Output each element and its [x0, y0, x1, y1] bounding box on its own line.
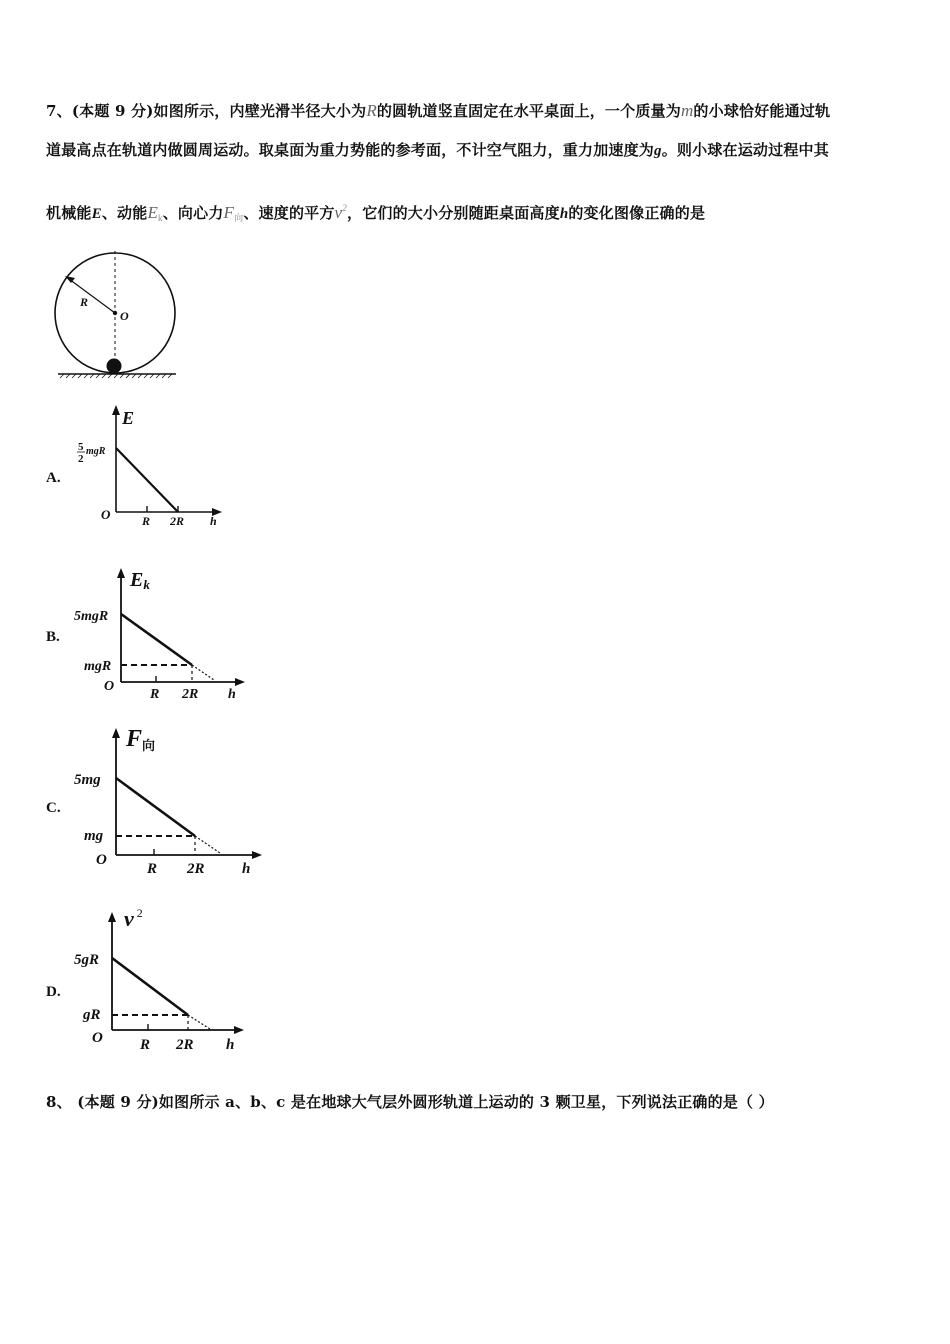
graph-c[interactable]	[70, 722, 270, 882]
symbol-h: h	[559, 206, 569, 222]
q7-text: 的圆轨道竖直固定在水平桌面上，一个质量为	[376, 102, 681, 120]
y-frac-den: 2	[78, 453, 84, 465]
q7-line-3	[46, 198, 705, 228]
y-axis-label: F向	[126, 726, 156, 753]
x-tick-2R: 2R	[182, 687, 199, 702]
y-frac-num: 5	[78, 441, 84, 453]
q7-text: 的变化图像正确的是	[568, 204, 706, 222]
x-tick-R: R	[142, 514, 151, 528]
y-axis-label: v $^2$	[124, 906, 143, 931]
q7-text: 机械能	[46, 204, 92, 222]
symbol-F-centripetal: $F_向$	[223, 203, 244, 223]
origin-label: O	[96, 852, 107, 868]
y-top-label: 5mgR	[74, 609, 109, 624]
q7-line-2	[46, 140, 829, 161]
graph-d[interactable]	[70, 900, 255, 1060]
x-tick-R: R	[140, 1037, 151, 1053]
radius-label: R	[80, 295, 89, 309]
graph-b[interactable]	[70, 560, 250, 700]
q7-text: 。则小球在运动过程中其	[661, 141, 829, 159]
q7-text: ，它们的大小分别随距桌面高度	[347, 204, 560, 222]
graph-a[interactable]	[70, 400, 230, 535]
x-tick-2R: 2R	[170, 514, 185, 528]
x-axis-label: h	[210, 514, 217, 528]
y-low-label: mgR	[84, 659, 112, 674]
symbol-Ek: $E_k$	[147, 203, 163, 223]
y-axis-label: E	[122, 408, 135, 428]
x-tick-2R: 2R	[187, 861, 205, 877]
q7-text: 、动能	[101, 204, 148, 222]
x-tick-2R: 2R	[176, 1037, 194, 1053]
q7-text: 的小球恰好能通过轨	[693, 102, 831, 120]
y-top-label: 5gR	[74, 952, 100, 968]
q7-text: 道最高点在轨道内做圆周运动。取桌面为重力势能的参考面，不计空气阻力，重力加速度为	[46, 141, 655, 159]
y-low-label: gR	[83, 1007, 101, 1023]
x-axis-label: h	[242, 861, 251, 877]
y-axis-label: Ek	[130, 569, 150, 592]
center-label: O	[120, 309, 129, 323]
q8-text: 8、 (本题 9 分)如图所示 a、b、c 是在地球大气层外圆形轨道上运动的 3 颗卫星，下列说法正确的是（ ）	[46, 1093, 774, 1111]
y-value-label: mgR	[86, 446, 106, 457]
q7-text: 、速度的平方	[243, 204, 335, 222]
q7-text: 、向心力	[162, 204, 224, 222]
option-c-letter[interactable]: C.	[46, 800, 61, 816]
origin-label: O	[101, 507, 111, 522]
circular-track-figure	[50, 245, 185, 380]
symbol-E: E	[91, 206, 102, 222]
symbol-R: R	[366, 101, 377, 120]
symbol-v2: $v^2$	[334, 203, 347, 222]
symbol-g: g	[654, 143, 662, 159]
x-tick-R: R	[147, 861, 158, 877]
q7-line-1	[46, 101, 830, 121]
y-top-label: 5mg	[74, 772, 101, 788]
x-axis-label: h	[228, 687, 236, 702]
origin-label: O	[92, 1030, 103, 1046]
y-low-label: mg	[84, 828, 104, 844]
x-axis-label: h	[226, 1037, 235, 1053]
q7-text: 7、(本题 9 分)如图所示，内壁光滑半径大小为	[46, 102, 367, 120]
symbol-m: m	[680, 101, 694, 120]
origin-label: O	[104, 679, 115, 694]
x-tick-R: R	[150, 687, 160, 702]
option-b-letter[interactable]: B.	[46, 629, 60, 645]
option-a-letter[interactable]: A.	[46, 470, 61, 486]
option-d-letter[interactable]: D.	[46, 984, 61, 1000]
